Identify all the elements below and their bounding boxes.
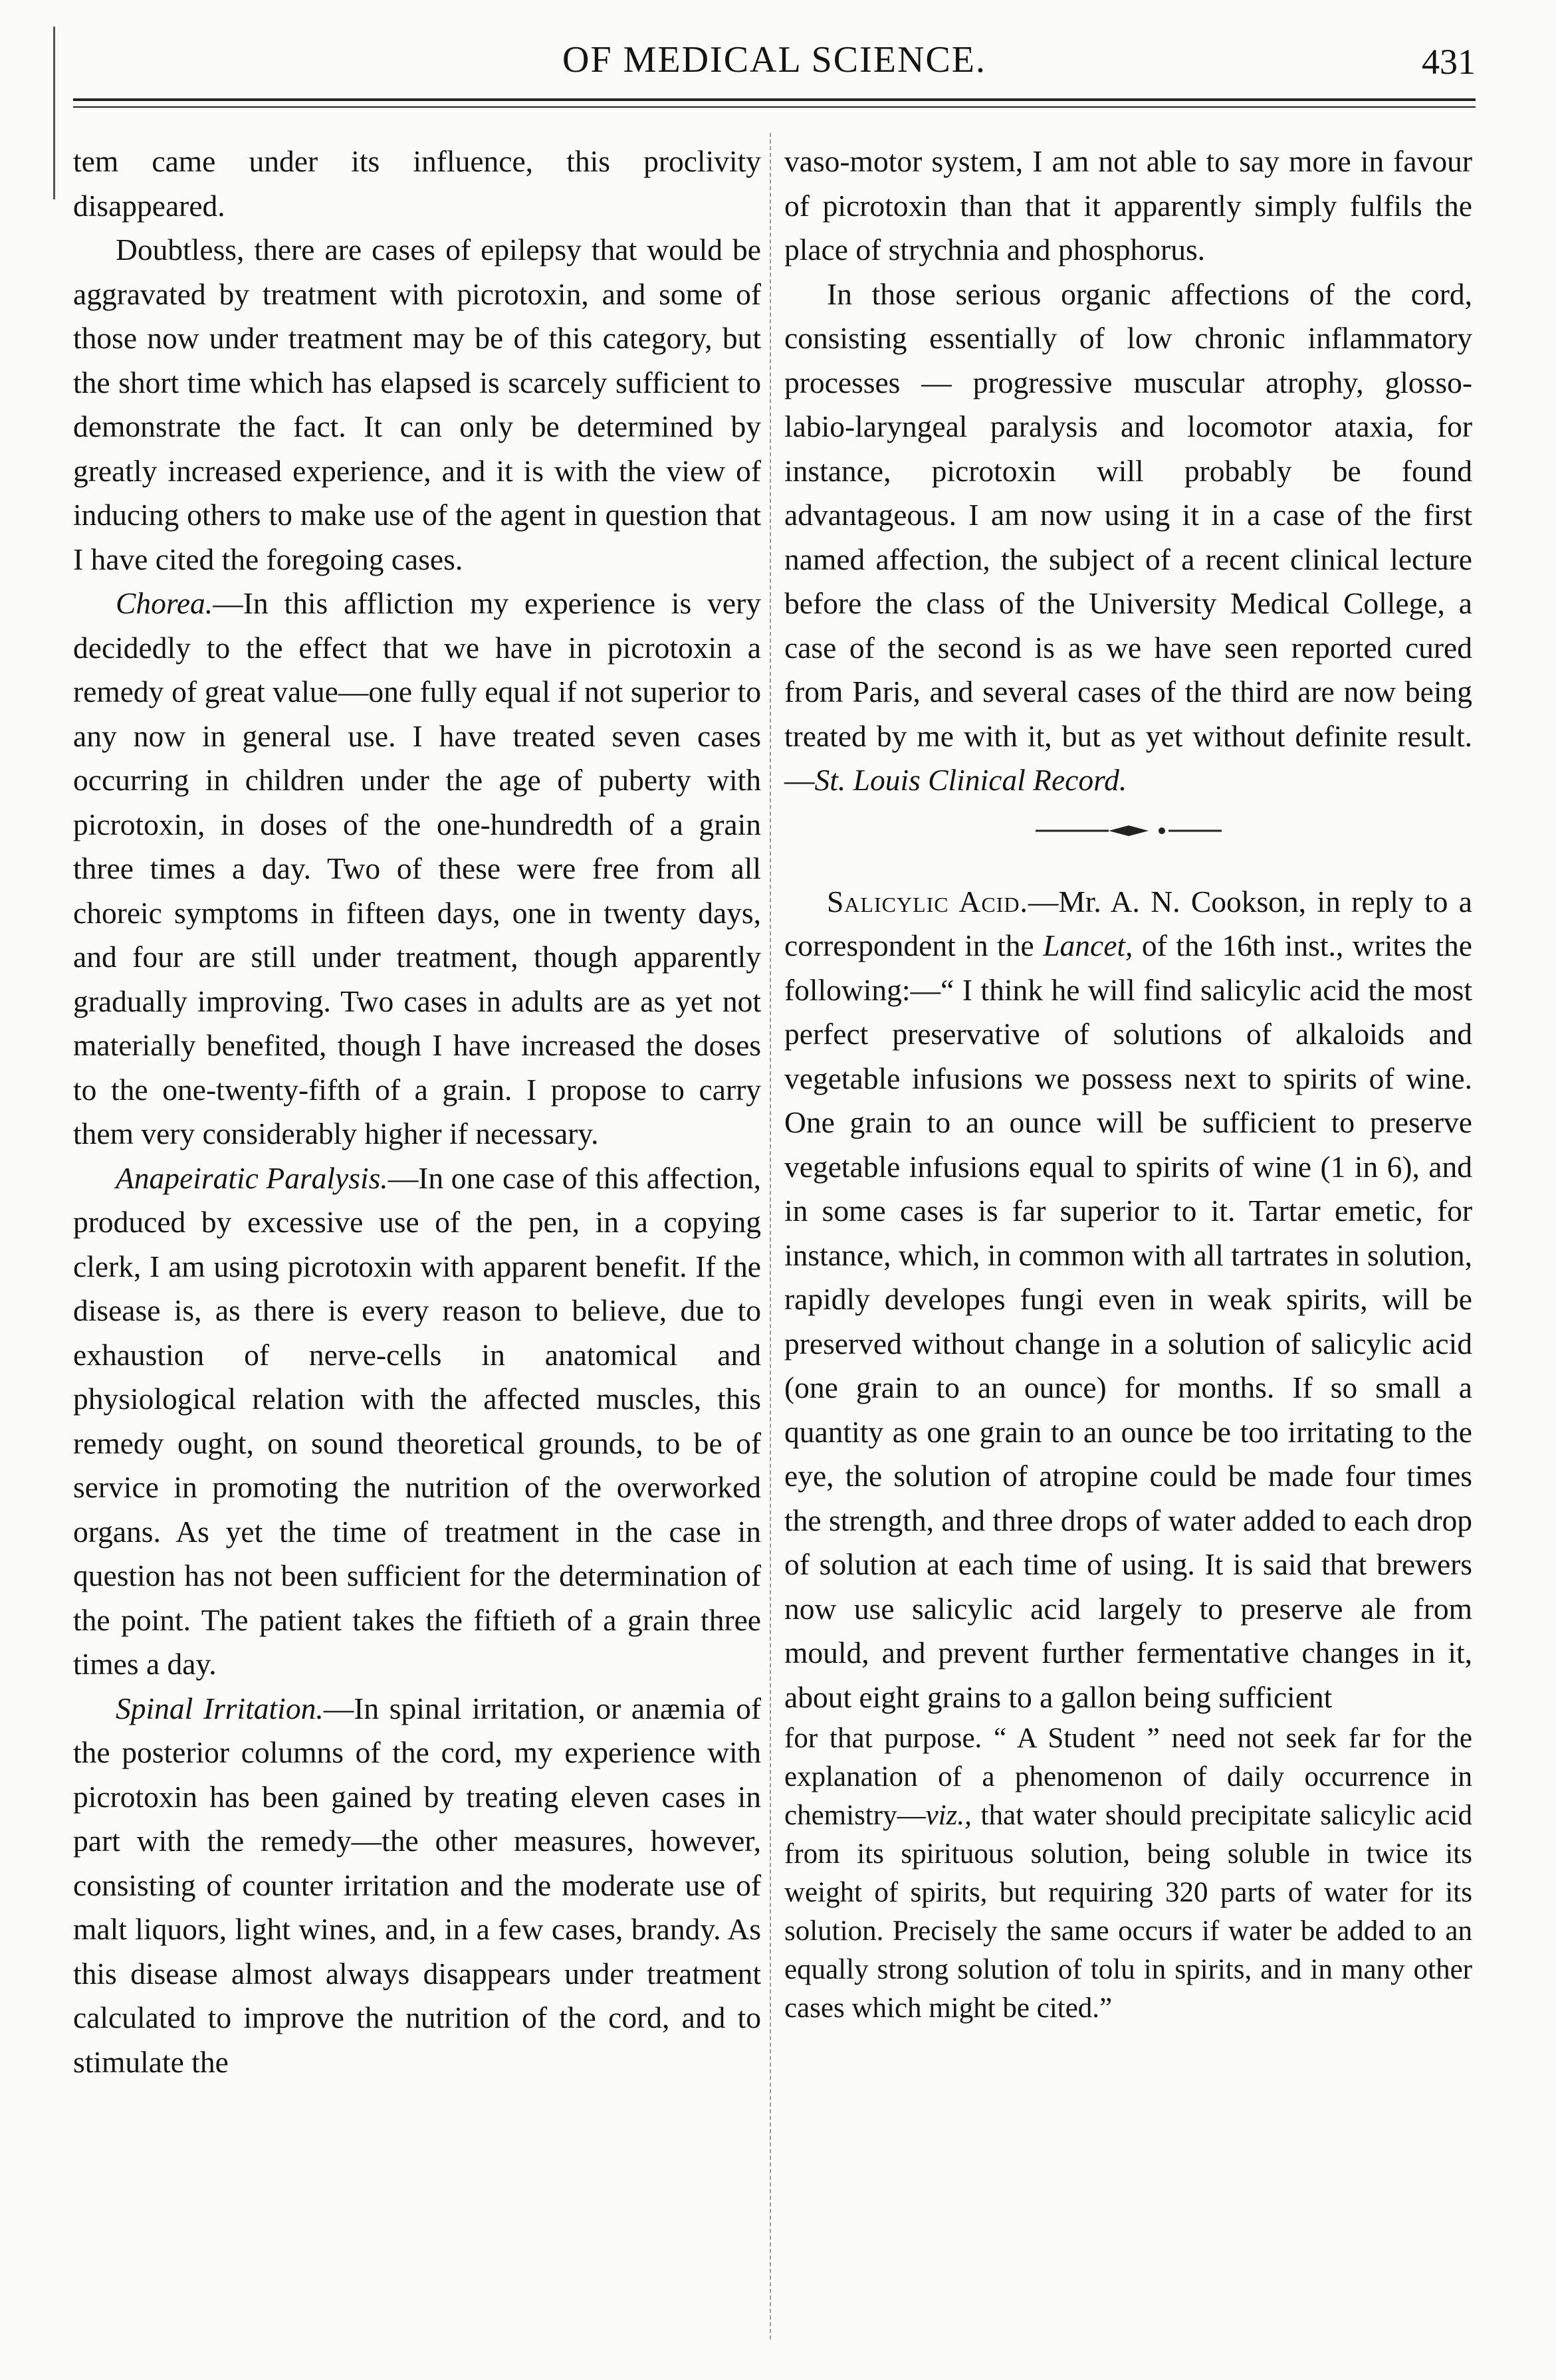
salicylic-small-b: that water should precipitate salicylic acid from its spirituous solution, being soluble in twice its weight of spirits, but requiring 320 parts of water for its solution. Precisely the same occurs if water be added to an equally strong solution of tolu in spirits, and in many other cases which might be cited.” [784,1800,1472,2024]
spinal-irritation-heading: Spinal Irritation. [116,1691,324,1725]
paragraph-anapeiratic-paralysis [73,1156,761,1687]
viz-abbreviation: viz., [925,1800,972,1831]
header-rule-thin [73,106,1476,108]
salicylic-acid-heading: Salicylic Acid. [827,884,1028,919]
anapeiratic-body: —In one case of this affection, produced by excessive use of the pen, in a copying clerk, I am using picrotoxin with apparent benefit. If the disease is, as there is every reason to believe, due to exhaustion of nerve-cells in anatomical and physiological relation with the affected muscles, this remedy ought, on sound theoretical grounds, to be of service in promoting the nutrition of the overworked organs. As yet the time of treatment in the case in question has not been sufficient for the determination of the point. The patient takes the fiftieth of a grain three times a day. [73,1160,761,1681]
chorea-body: —In this affliction my experience is very decidedly to the effect that we have in picrotoxin a remedy of great value—one fully equal if not superior to any now in general use. I have treated seven cases occurring in children under the age of puberty with picrotoxin, in doses of the one-hundredth of a grain three times a day. Two of these were free from all choreic symptoms in fifteen days, one in twenty days, and four are still under treatment, though apparently gradually improving. Two cases in adults are as yet not materially benefited, though I have increased the doses to the one-twenty-fifth of a grain. I propose to carry them very considerably higher if necessary. [73,586,761,1150]
running-title: OF MEDICAL SCIENCE. [562,39,986,80]
column-divider [770,133,771,2339]
paragraph-epilepsy: Doubtless, there are cases of epilepsy that would be aggravated by treatment with picrotoxin, and some of those now under treatment may be of this category, but the short time which has elapsed is scarcely sufficient to demonstrate the fact. It can only be determined by greatly increased experience, and it is with the view of inducing others to make use of the agent in question that I have cited the foregoing cases. [73,233,761,576]
anapeiratic-heading: Anapeiratic Paralysis. [116,1160,388,1195]
paragraph-spinal-irritation [73,1687,761,2085]
salicylic-acid-body-b: of the 16th inst., writes the following:—“ I think he will find salicylic acid the most perfect preservative of solutions of alkaloids and vegetable infusions we possess next to spirits of wine. One grain to an ounce will be sufficient to preserve vegetable infusions equal to spirits of wine (1 in 6), and in some cases is far superior to it. Tartar emetic, for instance, which, in common with all tartrates in solution, rapidly developes fungi even in weak spirits, will be preserved without change in a solution of salicylic acid (one grain to an ounce) for months. If so small a quantity as one grain to an ounce be too irritating to the eye, the solution of atropine could be made four times the strength, and three drops of water added to each drop of solution at each time of using. It is said that brewers now use salicylic acid largely to preserve ale from mould, and prevent further fermentative changes in it, about eight grains to a gallon being sufficient [784,928,1472,1714]
ornament-rule-icon [1029,823,1228,839]
paragraph-chorea [73,582,761,1156]
journal-name: Lancet, [1043,928,1133,962]
salicylic-small-a: for that purpose. “ A Student ” need not seek far for the explanation of a phenomenon of daily occurrence in chemistry— [784,1723,1472,1831]
paragraph-salicylic-acid [784,880,1472,1720]
right-column [784,140,1472,2028]
page-number: 431 [1422,42,1476,82]
running-head [73,39,1476,92]
paragraph-continuation: tem came under its influence, this proclivity disappeared. [73,144,761,223]
section-ornament [784,811,1472,851]
chorea-heading: Chorea. [116,586,213,620]
header-rule [73,98,1476,101]
organic-affections-body: In those serious organic affections of the cord, consisting essentially of low chronic inflammatory processes — progressive muscular atrophy, glosso-labio-laryngeal paralysis and locomotor ataxia, for instance, picrotoxin will probably be found advantageous. I am now using it in a case of the first named affection, the subject of a recent clinical lecture before the class of the University Medical College, a case of the second is as we have seen reported cured from Paris, and several cases of the third are now being treated by me with it, but as yet without definite result.— [784,276,1472,797]
spinal-irritation-body: —In spinal irritation, or anæmia of the posterior columns of the cord, my experience with picrotoxin has been gained by treating eleven cases in part with the remedy—the other measures, however, consisting of counter irritation and the moderate use of malt liquors, light wines, and, in a few cases, brandy. As this disease almost always disappears under treatment calculated to improve the nutrition of the cord, and to stimulate the [73,1691,761,2079]
margin-line [53,27,55,199]
paragraph-vaso-motor: vaso-motor system, I am not able to say more in favour of picrotoxin than that it apparently simply fulfils the place of strychnia and phosphorus. [784,144,1472,267]
source-citation: St. Louis Clinical Record. [814,763,1127,797]
left-column [73,140,761,2084]
paragraph-salicylic-acid-small [784,1719,1472,2028]
paragraph-organic-affections [784,272,1472,803]
salicylic-acid-body-a: —Mr. A. N. Cookson, in reply to a correspondent in the [784,884,1473,962]
